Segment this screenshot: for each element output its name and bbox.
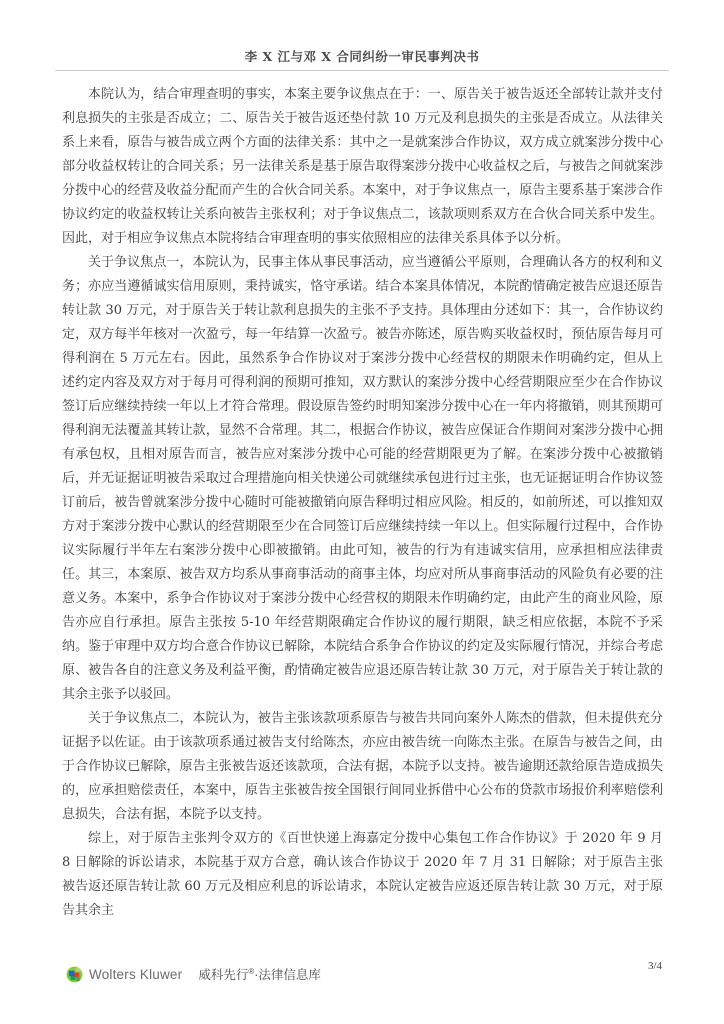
judgment-body (62, 83, 663, 923)
wolters-kluwer-logo-icon (66, 966, 83, 983)
product-name-cn: 威科先行 (198, 968, 249, 982)
judgment-paragraph: 关于争议焦点一，本院认为，民事主体从事民事活动，应当遵循公平原则，合理确认各方的权利和义务；亦应当遵循诚实信用原则，秉持诚实，恪守承诺。结合本案具体情况，本院酌情确定被告应退还原告转让款 30 万元，对于原告关于转让款利息损失的主张不予支持。具体理由分述如下：其一，合作协议约定，双方每半年核对一次盈亏，每一年结算一次盈亏。被告亦陈述，原告购买收益权时，预估原告每月可得利润在 5 万元左右。因此，虽然系争合作协议对于案涉分拨中心经营权的期限未作明确约定，但从上述约定内容及双方对于每月可得利润的预期可推知，双方默认的案涉分拨中心经营期限应至少在合作协议签订后应继续持续一年以上才符合常理。假设原告签约时明知案涉分拨中心在一年内将撤销，则其预期可得利润无法覆盖其转让款，显然不合常理。其二，根据合作协议，被告应保证合作期间对案涉分拨中心拥有承包权，且相对原告而言，被告应对案涉分拨中心可能的经营期限更为了解。在案涉分拨中心被撤销后，并无证据证明被告采取过合理措施向相关快递公司就继续承包进行过主张，也无证据证明合作协议签订前后，被告曾就案涉分拨中心随时可能被撤销向原告释明过相应风险。相反的，如前所述，可以推知双方对于案涉分拨中心默认的经营期限至少在合同签订后应继续持续一年以上。但实际履行过程中，合作协议实际履行半年左右案涉分拨中心即被撤销。由此可知，被告的行为有违诚实信用，应承担相应法律责任。其三，本案原、被告双方均系从事商事活动的商事主体，均应对所从事商事活动的风险负有必要的注意义务。本案中，系争合作协议对于案涉分拨中心经营权的期限未作明确约定，由此产生的商业风险，原告亦应自行承担。原告主张按 5-10 年经营期限确定合作协议的履行期限，缺乏相应依据，本院不予采纳。鉴于审理中双方均合意合作协议已解除，本院结合系争合作协议的约定及实际履行情况，并综合考虑原、被告各自的注意义务及利益平衡，酌情确定被告应退还原告转让款 30 万元，对于原告关于转让款的其余主张予以驳回。 (62, 255, 663, 702)
registered-mark: ® (248, 966, 255, 976)
judgment-paragraph: 关于争议焦点二，本院认为，被告主张该款项系原告与被告共同向案外人陈杰的借款，但未提供充分证据予以佐证。由于该款项系通过被告支付给陈杰，亦应由被告统一向陈杰主张。在原告与被告之间，由于合作协议已解除，原告主张被告返还该款项，合法有据，本院予以支持。被告逾期还款给原告造成损失的，应承担赔偿责任，本案中，原告主张被告按全国银行间同业拆借中心公布的贷款市场报价利率赔偿利息损失，合法有据，本院予以支持。 (62, 711, 663, 822)
page-number: 3/4 (647, 960, 662, 972)
header-divider (55, 70, 669, 71)
page-footer (66, 963, 662, 985)
product-name-suffix: ·法律信息库 (254, 968, 321, 982)
product-name (198, 965, 321, 983)
judgment-paragraph: 本院认为，结合审理查明的事实，本案主要争议焦点在于：一、原告关于被告返还全部转让款并支付利息损失的主张是否成立；二、原告关于被告返还垫付款 10 万元及利息损失的主张是否成立。从法律关系上来看，原告与被告成立两个方面的法律关系：其中之一是就案涉合作协议，双方成立就案涉分拨中心部分收益权转让的合同关系；另一法律关系是基于原告取得案涉分拨中心收益权之后，与被告之间就案涉分拨中心的经营及收益分配而产生的合伙合同关系。本案中，对于争议焦点一，原告主要系基于案涉合作协议约定的收益权转让关系向被告主张权利；对于争议焦点二，该款项则系双方在合伙合同关系中发生。因此，对于相应争议焦点本院将结合审理查明的事实依照相应的法律关系具体予以分析。 (62, 87, 663, 246)
document-title: 李 X 江与邓 X 合同纠纷一审民事判决书 (244, 49, 480, 64)
brand-name: Wolters Kluwer (89, 966, 183, 982)
judgment-paragraph: 综上，对于原告主张判令双方的《百世快递上海嘉定分拨中心集包工作合作协议》于 2020 年 9 月 8 日解除的诉讼请求，本院基于双方合意，确认该合作协议于 2020 年 7 月 31 日解除；对于原告主张被告返还原告转让款 60 万元及相应利息的诉讼请求，本院认定被告应返还原告转让款 30 万元，对于原告其余主 (62, 831, 663, 918)
